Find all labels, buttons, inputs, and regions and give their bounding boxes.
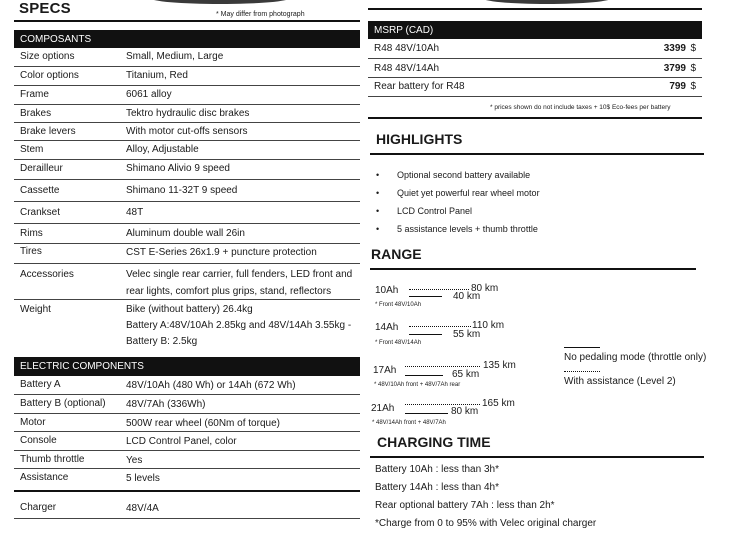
highlight-bullet: • [376,170,380,180]
spec-value: With motor cut-offs sensors [126,126,248,137]
spec-row [14,244,360,264]
spec-row [14,86,360,105]
assist-range-value: 55 km [453,329,481,340]
legend-assist-label: With assistance (Level 2) [564,376,676,387]
price-value: 3399 [663,43,686,54]
spec-key: Thumb throttle [20,454,85,465]
spec-value-line1: Bike (without battery) 26.4kg [126,304,253,315]
charging-rule [370,456,704,458]
throttle-range-line [405,366,480,367]
highlight-bullet: • [376,206,380,216]
composants-header-label: COMPOSANTS [20,33,92,45]
spec-key: Brakes [20,108,52,119]
range-row-label: 10Ah [375,285,399,296]
spec-row [14,224,360,244]
spec-value: LCD Control Panel, color [126,436,237,447]
assist-range-value: 65 km [452,369,480,380]
spec-key: Brake levers [20,126,76,137]
assist-range-value: 80 km [451,406,479,417]
spec-value-line3: Battery B: 2.5kg [126,336,198,347]
throttle-range-value: 110 km [472,320,505,331]
assist-range-line [409,334,442,335]
range-rule [370,268,696,270]
spec-row [14,376,360,395]
charging-line: *Charge from 0 to 95% with Velec original charger [375,518,597,529]
legend-assist-line [564,371,600,372]
spec-value: 500W rear wheel (60Nm of torque) [126,418,280,429]
range-row-note: * Front 48V/14Ah [375,340,422,346]
range-row-label: 21Ah [371,403,395,414]
throttle-range-line [405,404,480,405]
spec-key: Motor [20,417,46,428]
specs-title: SPECS [19,0,71,17]
msrp-bottom-rule [368,117,702,119]
spec-value: Aluminum double wall 26in [126,228,245,239]
price-note: * prices shown do not include taxes + 10$ Eco-fees per battery [490,104,671,111]
highlight-bullet: • [376,224,380,234]
electric-header [14,357,360,376]
highlight-bullet: • [376,188,380,198]
spec-key: Weight [20,304,51,315]
spec-row [14,469,360,492]
spec-row [14,202,360,224]
spec-key: Assistance [20,472,69,483]
spec-value: Shimano Alivio 9 speed [126,163,230,174]
spec-value: Shimano 11-32T 9 speed [126,185,238,196]
range-row-note: * 48V/10Ah front + 48V/7Ah rear [374,382,461,388]
charging-title: CHARGING TIME [377,434,491,450]
wheel-arc-left [150,0,290,4]
msrp-top-rule [368,8,702,10]
spec-key: Battery B (optional) [20,398,106,409]
price-currency: $ [690,43,696,54]
composants-header [14,30,360,48]
charging-line: Battery 10Ah : less than 3h* [375,464,499,475]
spec-key: Crankset [20,207,61,218]
spec-row [14,105,360,123]
spec-row [14,451,360,469]
range-row-label: 17Ah [373,365,397,376]
spec-row [14,48,360,67]
assist-range-value: 40 km [453,291,481,302]
spec-value-line2: Battery A:48V/10Ah 2.85kg and 48V/14Ah 3.55kg - [126,320,352,331]
range-row-note: * Front 48V/10Ah [375,302,422,308]
highlights-rule [370,153,704,155]
spec-row [14,395,360,414]
spec-key: Charger [20,502,57,513]
spec-value: CST E-Series 26x1.9 + puncture protection [126,247,317,258]
spec-value: 48V/4A [126,503,159,514]
spec-value: 48T [126,207,144,218]
spec-key: Rims [20,228,43,239]
spec-key: Console [20,435,57,446]
spec-value-line1: Velec single rear carrier, full fenders, LED front and [126,269,353,280]
range-row-label: 14Ah [375,322,399,333]
spec-row [14,180,360,202]
price-model: R48 48V/14Ah [374,63,440,74]
spec-value: Small, Medium, Large [126,51,224,62]
spec-key: Tires [20,246,42,257]
spec-value: Tektro hydraulic disc brakes [126,108,250,119]
throttle-range-value: 80 km [471,283,499,294]
price-row [368,78,702,97]
msrp-header [368,21,702,39]
spec-row [14,141,360,160]
spec-row [14,300,360,353]
legend-throttle-line [564,347,600,348]
assist-range-line [409,296,442,297]
wheel-arc-right [482,0,612,4]
spec-key: Cassette [20,185,60,196]
spec-row [14,414,360,432]
spec-key: Battery A [20,379,61,390]
spec-value-line2: rear lights, comfort plus grips, stand, reflectors [126,286,332,297]
spec-row [14,264,360,300]
price-value: 3799 [663,63,686,74]
spec-row [14,160,360,180]
spec-value: Yes [126,455,143,466]
price-row [368,39,702,59]
price-model: R48 48V/10Ah [374,43,440,54]
highlight-item: 5 assistance levels + thumb throttle [397,224,538,234]
spec-row [14,498,360,519]
throttle-range-value: 135 km [483,360,516,371]
range-row-note: * 48V/14Ah front + 48V/7Ah [372,420,446,426]
spec-key: Derailleur [20,163,63,174]
spec-row [14,67,360,86]
spec-row [14,432,360,451]
spec-value: 48V/10Ah (480 Wh) or 14Ah (672 Wh) [126,380,296,391]
spec-value: 48V/7Ah (336Wh) [126,399,206,410]
highlight-item: LCD Control Panel [397,206,473,216]
range-title: RANGE [371,246,422,262]
spec-key: Size options [20,51,75,62]
electric-header-label: ELECTRIC COMPONENTS [20,361,144,372]
spec-value: 6061 alloy [126,89,172,100]
msrp-header-label: MSRP (CAD) [374,24,434,36]
spec-value: 5 levels [126,473,160,484]
spec-value: Alloy, Adjustable [126,144,199,155]
price-row [368,59,702,78]
charging-line: Rear optional battery 7Ah : less than 2h* [375,500,555,511]
spec-value: Titanium, Red [126,70,188,81]
photo-note: * May differ from photograph [216,11,305,18]
highlights-title: HIGHLIGHTS [376,131,463,147]
specs-rule [14,20,360,22]
price-currency: $ [690,63,696,74]
assist-range-line [405,413,448,414]
spec-key: Frame [20,89,49,100]
highlight-item: Optional second battery available [397,170,531,180]
assist-range-line [405,375,443,376]
price-value: 799 [669,81,686,92]
price-currency: $ [690,81,696,92]
spec-row [14,123,360,141]
spec-key: Stem [20,144,44,155]
charging-line: Battery 14Ah : less than 4h* [375,482,499,493]
legend-throttle-label: No pedaling mode (throttle only) [564,352,707,363]
throttle-range-line [409,289,469,290]
throttle-range-value: 165 km [482,398,515,409]
highlight-item: Quiet yet powerful rear wheel motor [397,188,540,198]
price-model: Rear battery for R48 [374,81,465,92]
throttle-range-line [409,326,471,327]
spec-key: Color options [20,70,79,81]
spec-key: Accessories [20,269,74,280]
